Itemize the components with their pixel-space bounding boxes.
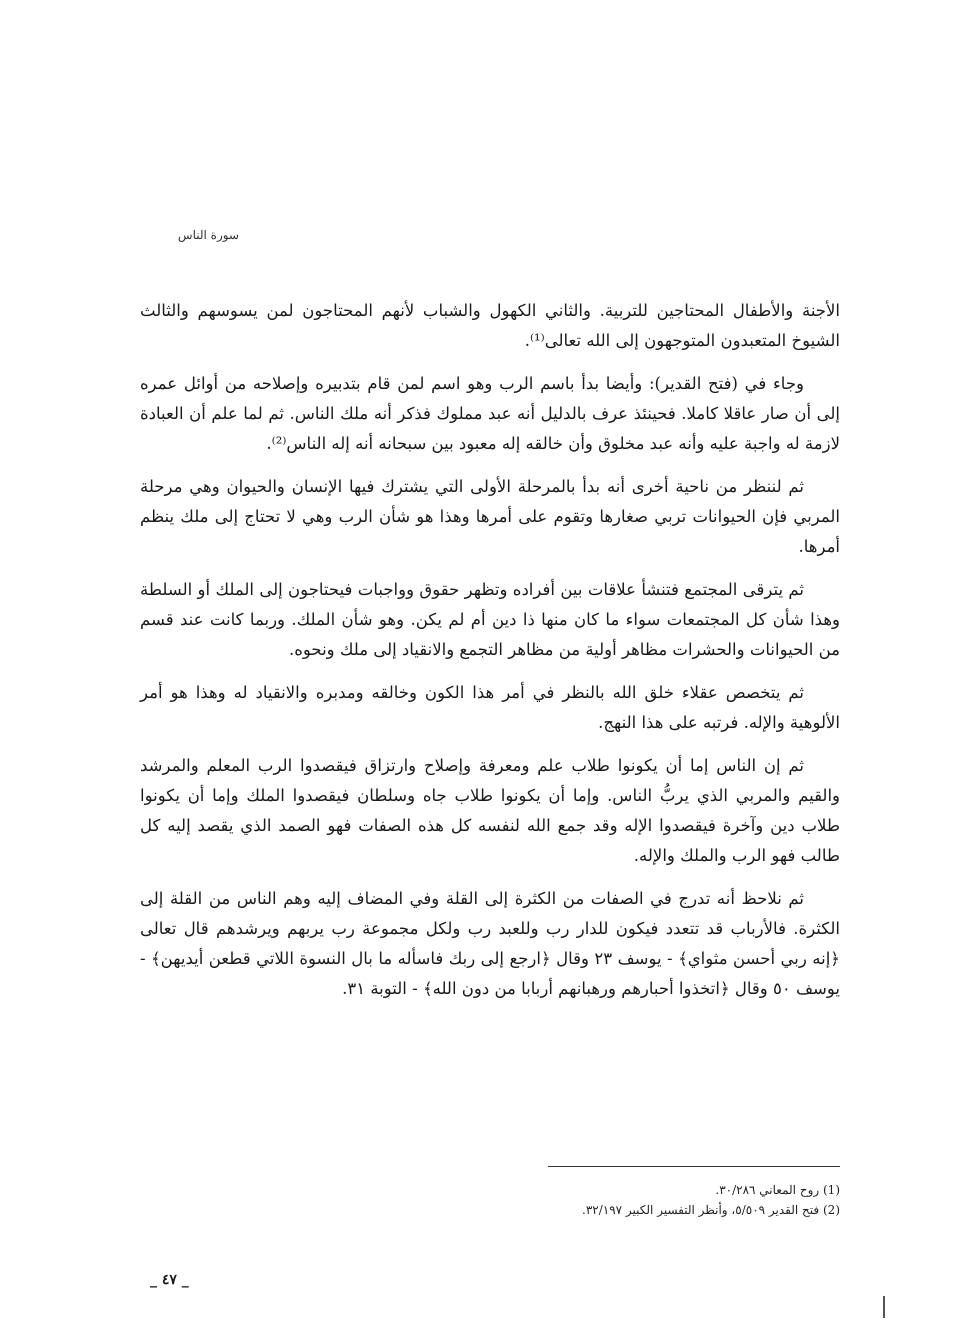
- paragraph: وجاء في (فتح القدير): وأيضا بدأ باسم الرب وهو اسم لمن قام بتدبيره وإصلاحه من أوائل عمره إلى أن صار عاقلا كاملا. فحينئذ عرف بالدليل أنه عبد مملوك فذكر أنه ملك الناس. ثم لما علم أن العبادة لازمة له واجبة عليه وأنه عبد مخلوق وأن خالقه إله معبود بين سبحانه أنه إله الناس⁽²⁾.: [140, 374, 840, 453]
- footnotes: [540, 1180, 840, 1220]
- scan-edge-mark: [883, 1296, 885, 1318]
- paragraph: ثم يتخصص عقلاء خلق الله بالنظر في أمر هذا الكون وخالقه ومدبره والانقياد له وهذا هو أمر الألوهية والإله. فرتبه على هذا النهج.: [140, 683, 840, 732]
- running-head: سورة الناس: [177, 228, 239, 242]
- paragraph: ثم نلاحظ أنه تدرج في الصفات من الكثرة إلى القلة وفي المضاف إليه وهم الناس من القلة إلى الكثرة. فالأرباب قد تتعدد فيكون للدار رب وللعبد رب ولكل مجموعة رب يربهم ويرشدهم قال تعالى ﴿إنه ربي أحسن مثواي﴾ - يوسف ٢٣ وقال ﴿ارجع إلى ربك فاسأله ما بال النسوة اللاتي قطعن أيديهن﴾ - يوسف ٥٠ وقال ﴿اتخذوا أحبارهم ورهبانهم أربابا من دون الله﴾ - التوبة ٣١.: [140, 889, 840, 998]
- paragraph: ثم إن الناس إما أن يكونوا طلاب علم ومعرفة وإصلاح وارتزاق فيقصدوا الرب المعلم والمرشد والقيم والمربي الذي يربُّ الناس. وإما أن يكونوا طلاب جاه وسلطان فيقصدوا الملك وإما أن يكونوا طلاب دين وآخرة فيقصدوا الإله وقد جمع الله لنفسه كل هذه الصفات فهو الصمد الذي يقصد إليه كل طالب فهو الرب والملك والإله.: [140, 756, 840, 865]
- body-text: [140, 296, 840, 1017]
- paragraph: ثم يترقى المجتمع فتنشأ علاقات بين أفراده وتظهر حقوق وواجبات فيحتاجون إلى الملك أو السلطة وهذا شأن كل المجتمعات سواء ما كان منها ذا دين أم لم يكن. وهو شأن الملك. وربما كانت عند قسم من الحيوانات والحشرات مظاهر أولية من مظاهر التجمع والانقياد إلى ملك ونحوه.: [140, 580, 840, 659]
- footnote: (2) فتح القدير ٥/٥٠٩، وأنظر التفسير الكبير ٣٢/١٩٧.: [581, 1203, 840, 1217]
- page-number: _ ٤٧ _: [150, 1272, 189, 1288]
- footnote: (1) روح المعاني ٣٠/٢٨٦.: [715, 1183, 840, 1197]
- footnote-divider: [548, 1166, 840, 1167]
- paragraph: ثم لننظر من ناحية أخرى أنه بدأ بالمرحلة الأولى التي يشترك فيها الإنسان والحيوان وهي مرحلة المربي فإن الحيوانات تربي صغارها وتقوم على أمرها وهذا هو شأن الرب وهي لا تحتاج إلى ملك ينظم أمرها.: [140, 477, 840, 556]
- paragraph: الأجنة والأطفال المحتاجين للتربية. والثاني الكهول والشباب لأنهم المحتاجون لمن يسوسهم والثالث الشيوخ المتعبدون المتوجهون إلى الله تعالى⁽¹⁾.: [140, 301, 840, 350]
